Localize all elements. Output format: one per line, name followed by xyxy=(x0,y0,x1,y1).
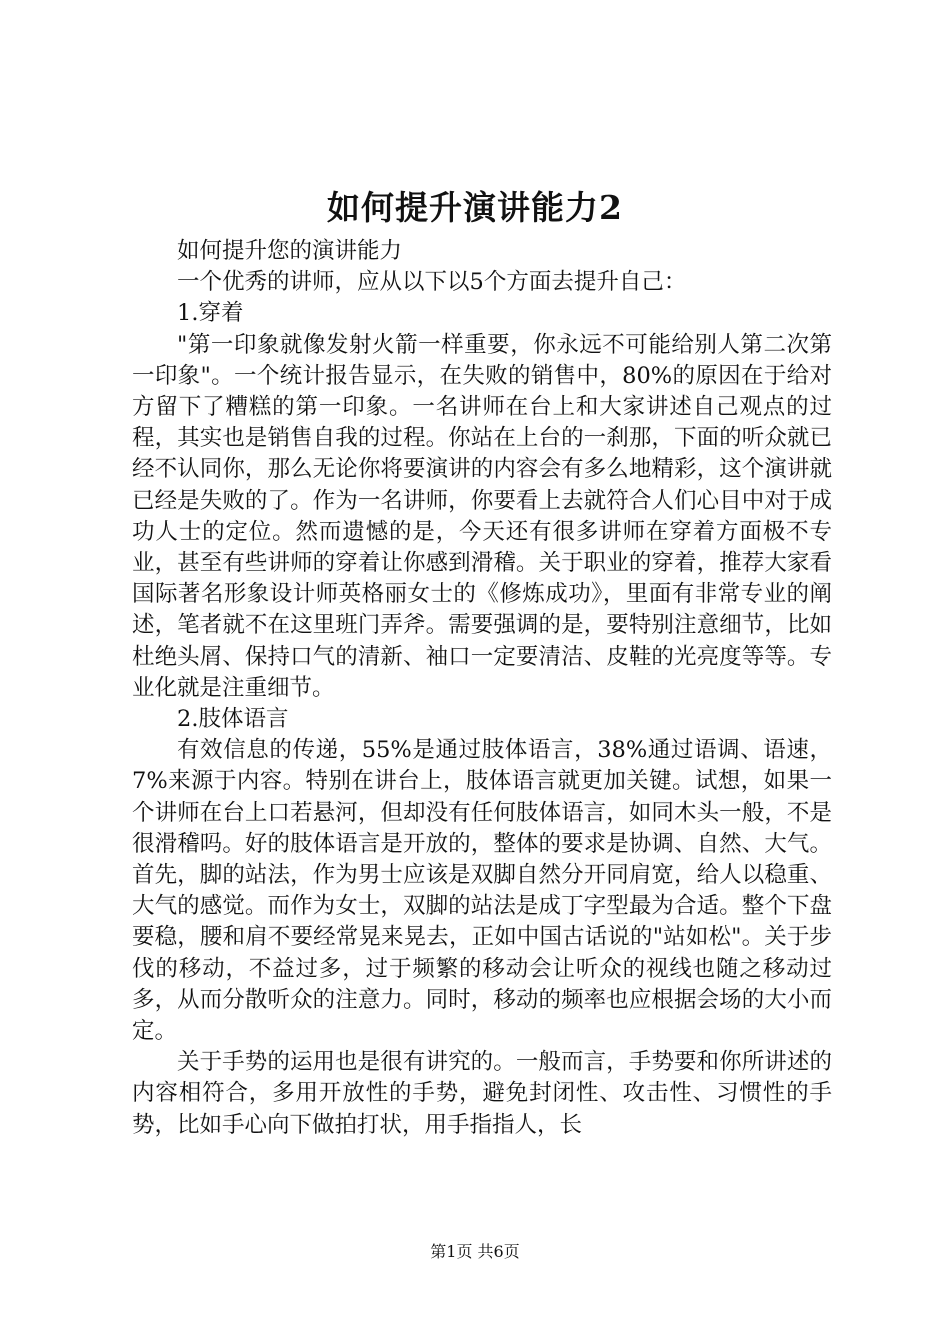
paragraph-subtitle: 如何提升您的演讲能力 xyxy=(177,238,403,264)
section-heading-body-language: 2.肢体语言 xyxy=(177,706,289,733)
section-heading-clothing: 1.穿着 xyxy=(177,300,244,327)
paragraph-clothing: "第一印象就像发射火箭一样重要，你永远不可能给别人第二次第一印象"。一个统计报告显示，在失败的销售中，80%的原因在于给对方留下了糟糕的第一印象。一名讲师在台上和大家讲述自己观点的过程，其实也是销售自我的过程。你站在上台的一刹那，下面的听众就已经不认同你，那么无论你将要演讲的内容会有多么地精彩，这个演讲就已经是失败的了。作为一名讲师，你要看上去就符合人们心目中对于成功人士的定位。然而遗憾的是，今天还有很多讲师在穿着方面极不专业，甚至有些讲师的穿着让你感到滑稽。关于职业的穿着，推荐大家看国际著名形象设计师英格丽女士的《修炼成功》，里面有非常专业的阐述，笔者就不在这里班门弄斧。需要强调的是，要特别注意细节，比如杜绝头屑、保持口气的清新、袖口一定要清洁、皮鞋的光亮度等等。专业化就是注重细节。 xyxy=(132,331,832,701)
paragraph-gestures: 关于手势的运用也是很有讲究的。一般而言，手势要和你所讲述的内容相符合，多用开放性的手势，避免封闭性、攻击性、习惯性的手势，比如手心向下做拍打状，用手指指人，长 xyxy=(132,1049,832,1138)
document-body xyxy=(132,236,832,1141)
page-footer: 第1页 共6页 xyxy=(430,1242,520,1261)
paragraph-intro: 一个优秀的讲师，应从以下以5个方面去提升自己： xyxy=(177,269,687,296)
document-title: 如何提升演讲能力2 xyxy=(327,188,623,227)
paragraph-body-language: 有效信息的传递，55%是通过肢体语言，38%通过语调、语速，7%来源于内容。特别在讲台上，肢体语言就更加关键。试想，如果一个讲师在台上口若悬河，但却没有任何肢体语言，如同木头一般，不是很滑稽吗。好的肢体语言是开放的，整体的要求是协调、自然、大气。首先，脚的站法，作为男士应该是双脚自然分开同肩宽，给人以稳重、大气的感觉。而作为女士，双脚的站法是成丁字型最为合适。整个下盘要稳，腰和肩不要经常晃来晃去，正如中国古话说的"站如松"。关于步伐的移动，不益过多，过于频繁的移动会让听众的视线也随之移动过多，从而分散听众的注意力。同时，移动的频率也应根据会场的大小而定。 xyxy=(132,737,832,1045)
